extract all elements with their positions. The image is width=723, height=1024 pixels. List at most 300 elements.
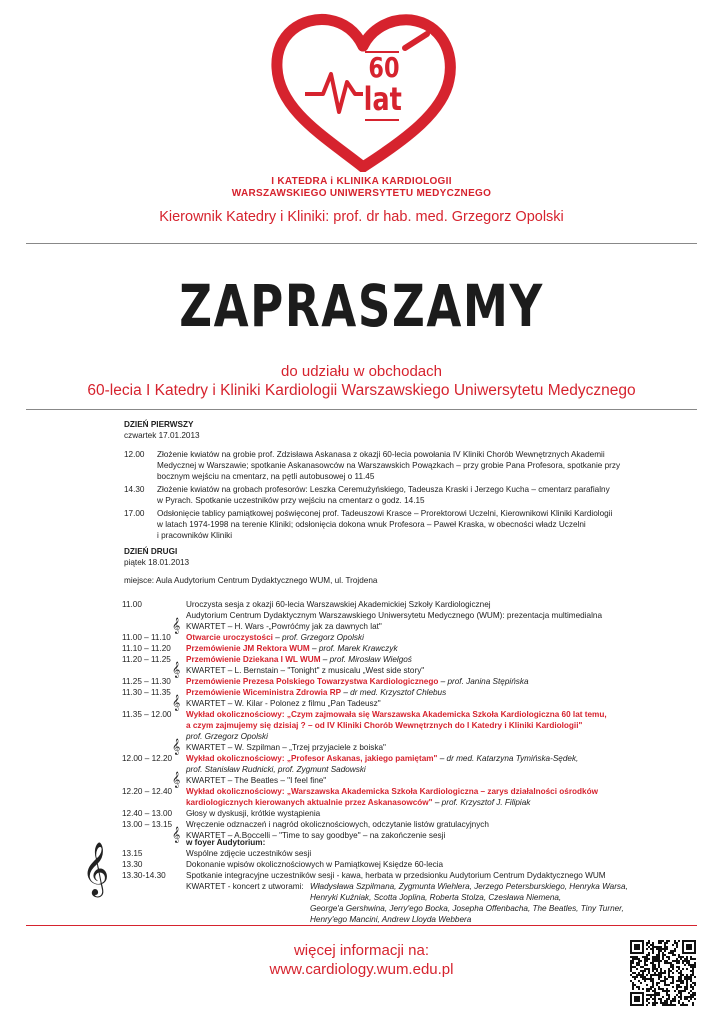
- qr-module: [658, 992, 660, 994]
- qr-module: [668, 958, 670, 960]
- qr-module: [656, 970, 658, 972]
- qr-module: [660, 1002, 662, 1004]
- qr-module: [642, 970, 644, 972]
- qr-module: [668, 1004, 670, 1006]
- row-speaker: prof. Grzegorz Opolski: [186, 732, 268, 741]
- qr-module: [692, 996, 694, 998]
- qr-module: [666, 940, 668, 942]
- qr-module: [656, 946, 658, 948]
- qr-module: [650, 980, 652, 982]
- row-text: [186, 687, 642, 698]
- qr-module: [642, 988, 644, 990]
- qr-module: [692, 964, 694, 966]
- row-text: [186, 654, 642, 665]
- qr-module: [640, 974, 642, 976]
- table-row: [122, 764, 642, 775]
- row-text: [186, 610, 642, 621]
- qr-module: [678, 940, 680, 942]
- qr-module: [686, 962, 688, 964]
- row-plain: KWARTET – L. Bernstain – "Tonight" z musicalu „West side story": [186, 666, 425, 675]
- department-line-1: I KATEDRA i KLINIKA KARDIOLOGII: [271, 176, 452, 187]
- qr-module: [692, 1002, 694, 1004]
- qr-module: [662, 956, 664, 958]
- qr-code-icon: [630, 940, 696, 1006]
- item-line: Odsłonięcie tablicy pamiątkowej poświęconej prof. Tadeuszowi Krasce – Prorektorowi Uczelni, Kierownikowi Kliniki Kardiologii: [157, 509, 613, 518]
- row-time: 12.00 – 12.20: [122, 754, 173, 763]
- qr-module: [678, 966, 680, 968]
- qr-module: [682, 960, 684, 962]
- qr-module: [636, 958, 638, 960]
- row-text: [186, 764, 642, 775]
- qr-module: [650, 994, 652, 996]
- qr-module: [652, 960, 654, 962]
- qr-module: [680, 992, 682, 994]
- qr-module: [674, 950, 676, 952]
- qr-module: [662, 972, 664, 974]
- qr-module: [646, 1004, 648, 1006]
- qr-module: [642, 974, 644, 976]
- qr-module: [676, 970, 678, 972]
- qr-module: [662, 1002, 664, 1004]
- qr-module: [672, 976, 674, 978]
- more-info-label: więcej informacji na:: [293, 942, 430, 959]
- qr-module: [684, 978, 686, 980]
- qr-module: [662, 958, 664, 960]
- qr-module: [660, 946, 662, 948]
- row-speaker: – dr med. Katarzyna Tymińska-Sędek,: [437, 754, 579, 763]
- row-highlight: Wykład okolicznościowy: „Czym zajmowała się Warszawska Akademicka Szkoła Kardiologiczna 60 lat temu,: [186, 710, 607, 719]
- table-row: [122, 676, 642, 687]
- row-speaker: – prof. Mirosław Wielgoś: [320, 655, 412, 664]
- item-line: Medycznej w Warszawie; spotkanie Askanasowców na Warszawskich Powązkach – przy grobie Pana Profesora, spotkanie przy: [157, 461, 621, 470]
- qr-module: [638, 964, 640, 966]
- qr-module: [630, 960, 632, 962]
- table-row: [122, 731, 642, 742]
- qr-module: [676, 958, 678, 960]
- qr-module: [634, 972, 636, 974]
- qr-module: [666, 946, 668, 948]
- qr-module: [678, 1002, 680, 1004]
- qr-module: [674, 998, 676, 1000]
- qr-module: [632, 958, 634, 960]
- qr-module: [674, 954, 676, 956]
- qr-module: [644, 970, 646, 972]
- row-time: 11.00 – 11.10: [122, 633, 171, 642]
- row-highlight: Przemówienie Wiceministra Zdrowia RP: [186, 688, 342, 697]
- qr-module: [682, 1002, 684, 1004]
- qr-module: [658, 974, 660, 976]
- qr-module: [652, 994, 654, 996]
- row-text: [186, 709, 642, 720]
- qr-module: [652, 986, 654, 988]
- qr-module: [656, 1002, 658, 1004]
- qr-module: [650, 974, 652, 976]
- qr-module: [658, 982, 660, 984]
- treble-clef-icon: 𝄞: [172, 694, 181, 710]
- qr-module: [640, 970, 642, 972]
- table-row: [122, 709, 642, 720]
- qr-module: [676, 994, 678, 996]
- qr-module: [658, 976, 660, 978]
- qr-module: [634, 966, 636, 968]
- qr-module: [674, 940, 676, 942]
- row-highlight: kardiologicznych kierowanych aktualnie przez Askanasowców": [186, 798, 433, 807]
- qr-module: [690, 980, 692, 982]
- row-plain: KWARTET – H. Wars -„Powróćmy jak za dawnych lat": [186, 622, 382, 631]
- qr-module: [686, 984, 688, 986]
- qr-module: [664, 962, 666, 964]
- qr-module: [654, 988, 656, 990]
- qr-module: [656, 992, 658, 994]
- qr-module: [682, 990, 684, 992]
- qr-module: [660, 988, 662, 990]
- qr-module: [666, 956, 668, 958]
- qr-module: [672, 998, 674, 1000]
- qr-module: [656, 958, 658, 960]
- qr-module: [666, 948, 668, 950]
- qr-module: [652, 952, 654, 954]
- row-speaker: – prof. Krzysztof J. Filipiak: [432, 798, 531, 807]
- qr-module: [660, 948, 662, 950]
- list-item: [124, 484, 624, 506]
- row-time: [122, 797, 186, 808]
- qr-module: [680, 978, 682, 980]
- qr-module: [636, 956, 638, 958]
- qr-module: [668, 994, 670, 996]
- page-title: ZAPRASZAMY: [179, 272, 544, 340]
- qr-module: [648, 942, 650, 944]
- qr-module: [664, 946, 666, 948]
- qr-module: [630, 964, 632, 966]
- qr-module: [658, 998, 660, 1000]
- qr-module: [694, 976, 696, 978]
- composer-line: Henry'ego Mancini, Andrew Lloyda Webbera: [310, 915, 472, 924]
- qr-module: [644, 976, 646, 978]
- qr-module: [634, 976, 636, 978]
- row-time: [122, 881, 186, 892]
- qr-module: [652, 970, 654, 972]
- qr-module: [658, 986, 660, 988]
- item-line: i pracowników Kliniki: [157, 531, 233, 540]
- day-one-items: [124, 449, 624, 541]
- qr-module: [668, 940, 670, 942]
- qr-module: [684, 988, 686, 990]
- qr-module: [672, 966, 674, 968]
- qr-module: [658, 954, 660, 956]
- composer-line: George'a Gershwina, Jerry'ego Bocka, Josepha Offenbacha, The Beatles, Tiny Turner,: [310, 904, 624, 913]
- qr-module: [656, 948, 658, 950]
- qr-module: [692, 1004, 694, 1006]
- row-text: Dokonanie wpisów okolicznościowych w Pamiątkowej Księdze 60-lecia: [186, 860, 444, 869]
- qr-module: [678, 972, 680, 974]
- qr-module: [658, 960, 660, 962]
- item-line: bocznym wejściu na cmentarz, na pętli autobusowej o 11.45: [157, 472, 375, 481]
- qr-module: [630, 970, 632, 972]
- qr-module: [656, 994, 658, 996]
- qr-module: [648, 978, 650, 980]
- qr-module: [648, 952, 650, 954]
- qr-module: [666, 1004, 668, 1006]
- qr-module: [654, 956, 656, 958]
- qr-module: [664, 984, 666, 986]
- item-text: [157, 449, 624, 482]
- qr-module: [686, 960, 688, 962]
- item-line: w latach 1974-1998 na terenie Kliniki; odsłonięcia dokona wnuk Profesora – Paweł Kraska, w obecności władz Uczelni: [157, 520, 586, 529]
- qr-module: [686, 944, 692, 950]
- qr-module: [666, 988, 668, 990]
- qr-module: [676, 980, 678, 982]
- qr-module: [666, 992, 668, 994]
- qr-module: [686, 982, 688, 984]
- qr-module: [688, 996, 690, 998]
- row-time: 11.10 – 11.20: [122, 644, 171, 653]
- list-item: [124, 449, 624, 482]
- qr-module: [648, 988, 650, 990]
- qr-module: [658, 952, 660, 954]
- qr-module: [690, 974, 692, 976]
- qr-module: [664, 990, 666, 992]
- qr-module: [654, 1000, 656, 1002]
- qr-module: [688, 960, 690, 962]
- qr-module: [644, 968, 646, 970]
- qr-module: [650, 996, 652, 998]
- qr-module: [672, 972, 674, 974]
- treble-clef-icon: 𝄞: [82, 842, 110, 894]
- qr-module: [630, 956, 632, 958]
- table-row: [122, 694, 642, 710]
- qr-module: [630, 980, 632, 982]
- qr-module: [644, 962, 646, 964]
- qr-module: [632, 962, 634, 964]
- qr-module: [632, 956, 634, 958]
- qr-module: [692, 966, 694, 968]
- qr-module: [648, 968, 650, 970]
- qr-module: [644, 958, 646, 960]
- qr-module: [668, 974, 670, 976]
- qr-module: [660, 1000, 662, 1002]
- qr-module: [666, 1002, 668, 1004]
- website-link[interactable]: www.cardiology.wum.edu.pl: [269, 961, 454, 978]
- qr-module: [678, 968, 680, 970]
- row-time: 13.15: [122, 849, 143, 858]
- qr-module: [658, 994, 660, 996]
- row-plain: KWARTET – The Beatles – "I feel fine": [186, 776, 327, 785]
- qr-module: [658, 978, 660, 980]
- qr-module: [664, 1004, 666, 1006]
- qr-module: [692, 986, 694, 988]
- qr-module: [678, 984, 680, 986]
- qr-module: [670, 1004, 672, 1006]
- qr-module: [674, 990, 676, 992]
- row-highlight: Otwarcie uroczystości: [186, 633, 273, 642]
- qr-module: [690, 986, 692, 988]
- qr-module: [670, 976, 672, 978]
- qr-module: [644, 960, 646, 962]
- qr-module: [660, 998, 662, 1000]
- qr-module: [676, 942, 678, 944]
- qr-module: [656, 968, 658, 970]
- qr-module: [694, 982, 696, 984]
- table-row: [122, 661, 642, 677]
- qr-module: [672, 1000, 674, 1002]
- qr-module: [692, 992, 694, 994]
- qr-module: [660, 974, 662, 976]
- qr-module: [680, 1004, 682, 1006]
- qr-module: [644, 980, 646, 982]
- qr-module: [690, 994, 692, 996]
- table-row: [122, 617, 642, 633]
- table-row: [122, 687, 642, 698]
- qr-module: [670, 1002, 672, 1004]
- qr-module: [646, 944, 648, 946]
- qr-module: [692, 988, 694, 990]
- qr-module: [680, 996, 682, 998]
- row-speaker: – prof. Janina Stępińska: [438, 677, 529, 686]
- qr-module: [692, 974, 694, 976]
- day-two-programme: [122, 599, 642, 841]
- day-two-heading: DZIEŃ DRUGI: [124, 547, 178, 556]
- qr-module: [654, 972, 656, 974]
- qr-module: [672, 944, 674, 946]
- qr-module: [650, 978, 652, 980]
- row-highlight: Przemówienie Prezesa Polskiego Towarzystwa Kardiologicznego: [186, 677, 439, 686]
- table-row: [122, 859, 642, 870]
- qr-module: [652, 1002, 654, 1004]
- qr-module: [692, 994, 694, 996]
- qr-module: [646, 956, 648, 958]
- qr-module: [672, 960, 674, 962]
- qr-module: [660, 970, 662, 972]
- qr-module: [654, 990, 656, 992]
- qr-module: [686, 998, 688, 1000]
- qr-module: [638, 986, 640, 988]
- row-text: [186, 720, 642, 731]
- qr-module: [690, 970, 692, 972]
- qr-module: [632, 984, 634, 986]
- qr-module: [686, 958, 688, 960]
- subtitle-1: do udziału w obchodach: [281, 363, 442, 380]
- qr-module: [682, 982, 684, 984]
- qr-module: [672, 964, 674, 966]
- qr-module: [668, 976, 670, 978]
- qr-module: [676, 984, 678, 986]
- qr-module: [668, 956, 670, 958]
- qr-module: [694, 962, 696, 964]
- row-highlight: a czym zajmujemy się dzisiaj ? – od IV Kliniki Chorób Wewnętrznych do I Katedry i Kliniki Kardiologii": [186, 721, 583, 730]
- qr-module: [680, 974, 682, 976]
- composer-list: [310, 881, 640, 925]
- qr-module: [652, 984, 654, 986]
- qr-module: [634, 984, 636, 986]
- qr-module: [656, 984, 658, 986]
- table-row: [122, 738, 642, 754]
- table-row: [122, 632, 642, 643]
- qr-module: [668, 952, 670, 954]
- table-row: [122, 808, 642, 819]
- qr-module: [680, 980, 682, 982]
- row-time: 11.30 – 11.35: [122, 688, 171, 697]
- treble-clef-icon: 𝄞: [172, 617, 181, 633]
- qr-module: [670, 950, 672, 952]
- qr-module: [662, 954, 664, 956]
- qr-module: [650, 976, 652, 978]
- qr-module: [658, 962, 660, 964]
- row-plain: Uroczysta sesja z okazji 60-lecia Warszawskiej Akademickiej Szkoły Kardiologicznej: [186, 600, 491, 609]
- qr-module: [644, 964, 646, 966]
- qr-module: [658, 942, 660, 944]
- qr-module: [654, 964, 656, 966]
- row-highlight: Wykład okolicznościowy: „Warszawska Akademicka Szkoła Kardiologiczna – zarys działalności ośrodków: [186, 787, 598, 796]
- qr-module: [664, 978, 666, 980]
- row-speaker: – prof. Marek Krawczyk: [309, 644, 398, 653]
- row-text: KWARTET - koncert z utworami:: [186, 882, 304, 891]
- qr-module: [672, 982, 674, 984]
- qr-module: [658, 956, 660, 958]
- table-row: [122, 786, 642, 797]
- qr-module: [678, 996, 680, 998]
- qr-module: [664, 1002, 666, 1004]
- qr-module: [640, 966, 642, 968]
- qr-module: [652, 946, 654, 948]
- row-time: 13.30-14.30: [122, 871, 166, 880]
- qr-module: [670, 982, 672, 984]
- qr-module: [636, 968, 638, 970]
- subtitle-2: 60-lecia I Katedry i Kliniki Kardiologii Warszawskiego Uniwersytetu Medycznego: [87, 382, 636, 399]
- qr-module: [672, 954, 674, 956]
- qr-module: [630, 968, 632, 970]
- qr-module: [664, 1000, 666, 1002]
- qr-module: [680, 970, 682, 972]
- table-row: [122, 870, 642, 881]
- qr-module: [686, 1004, 688, 1006]
- qr-module: [660, 940, 662, 942]
- qr-module: [686, 968, 688, 970]
- qr-module: [668, 970, 670, 972]
- qr-module: [674, 960, 676, 962]
- qr-module: [652, 962, 654, 964]
- qr-module: [666, 994, 668, 996]
- treble-clef-icon: 𝄞: [172, 738, 181, 754]
- qr-module: [658, 948, 660, 950]
- row-speaker: – dr med. Krzysztof Chlebus: [341, 688, 447, 697]
- qr-module: [634, 958, 636, 960]
- qr-module: [684, 1004, 686, 1006]
- qr-module: [636, 976, 638, 978]
- row-highlight: Przemówienie Dziekana I WL WUM: [186, 655, 321, 664]
- qr-module: [664, 948, 666, 950]
- item-time: 14.30: [124, 485, 145, 494]
- qr-module: [686, 996, 688, 998]
- day-one-section: [124, 419, 624, 441]
- qr-module: [666, 960, 668, 962]
- qr-module: [664, 942, 666, 944]
- qr-module: [674, 996, 676, 998]
- qr-module: [658, 988, 660, 990]
- qr-module: [678, 976, 680, 978]
- qr-module: [668, 962, 670, 964]
- row-plain: Audytorium Centrum Dydaktycznym Warszawskiego Uniwersytetu Medycznego (WUM): prezentacja multimedialna: [186, 611, 603, 620]
- qr-module: [678, 978, 680, 980]
- qr-module: [666, 984, 668, 986]
- qr-module: [658, 964, 660, 966]
- qr-module: [648, 998, 650, 1000]
- qr-module: [652, 974, 654, 976]
- qr-module: [636, 974, 638, 976]
- qr-module: [688, 978, 690, 980]
- qr-module: [632, 966, 634, 968]
- qr-module: [646, 988, 648, 990]
- qr-module: [646, 1000, 648, 1002]
